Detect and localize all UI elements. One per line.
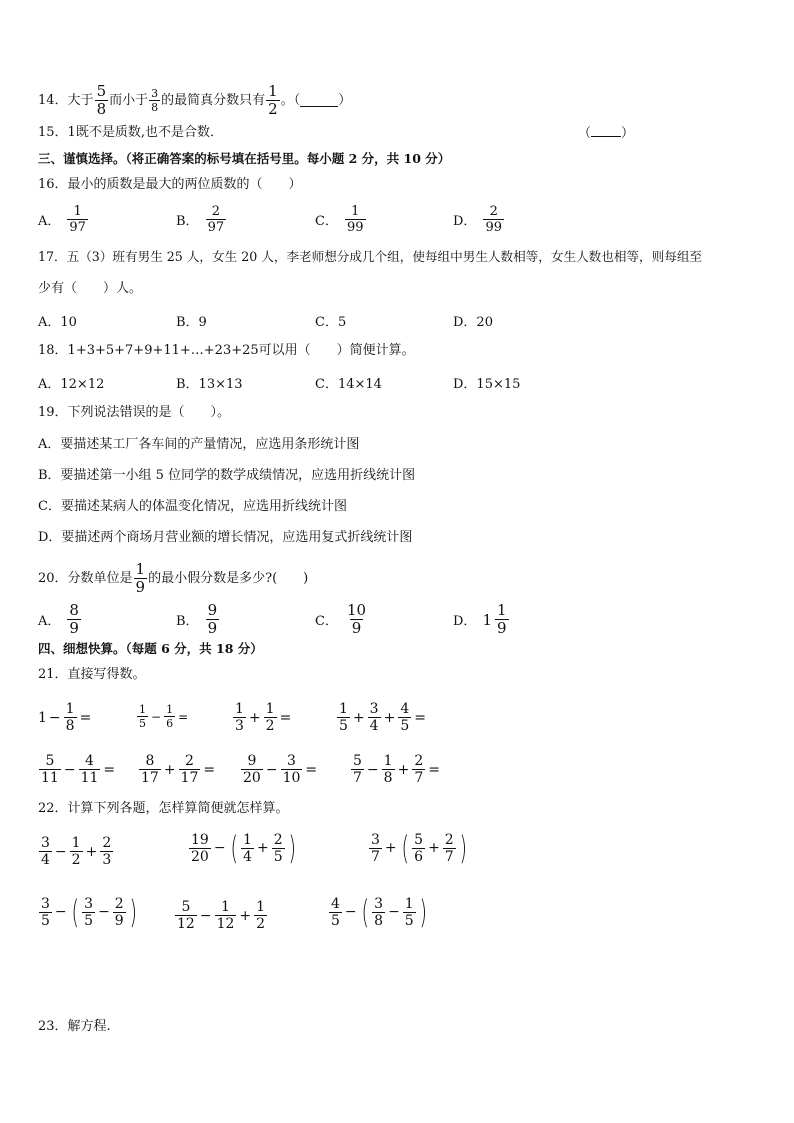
q19-option-b[interactable]: B．要描述第一小组 5 位同学的数学成绩情况，应选用折线统计图 bbox=[38, 468, 416, 483]
fraction: $\frac{3}{4}$ bbox=[41, 835, 50, 868]
q16-option-c[interactable] bbox=[315, 205, 367, 234]
right-paren: ) bbox=[419, 893, 427, 931]
q21-expr-5: $\frac{5}{11}$ − $\frac{4}{11}$ = bbox=[41, 753, 116, 786]
q15-text: 15．1既不是质数,也不是合数． bbox=[38, 125, 223, 140]
option-fraction: $\frac{1}{97}$ bbox=[69, 204, 86, 235]
q21-expr-3: $\frac{1}{3}$ + $\frac{1}{2}$ = bbox=[235, 701, 292, 734]
fraction: $\frac{3}{5}$ bbox=[84, 895, 94, 929]
question-19: 19．下列说法错误的是（ ）。 bbox=[38, 405, 231, 420]
fraction: $\frac{1}{5}$ bbox=[139, 703, 146, 730]
fraction: $\frac{3}{10}$ bbox=[282, 753, 301, 786]
q21-expr-8: $\frac{5}{7}$ − $\frac{1}{8}$ + $\frac{2}{7}$ = bbox=[353, 753, 440, 786]
fraction: $\frac{2}{7}$ bbox=[444, 831, 454, 865]
option-fraction: $\frac{2}{99}$ bbox=[485, 204, 502, 235]
question-14 bbox=[38, 84, 351, 117]
question-16: 16．最小的质数是最大的两位质数的（ ） bbox=[38, 177, 302, 192]
q22-expr-2: $\frac{19}{20}$ − ( $\frac{1}{4}$ + $\frac{2}{5}$ ) bbox=[191, 829, 296, 867]
option-label: A． bbox=[38, 614, 61, 629]
option-fraction: $\frac{2}{97}$ bbox=[207, 204, 225, 235]
answer-blank-15[interactable] bbox=[591, 124, 621, 137]
question-22: 22．计算下列各题，怎样算简便就怎样算。 bbox=[38, 801, 289, 816]
q14-text-3: 的最简真分数只有 bbox=[161, 92, 266, 108]
right-paren: ) bbox=[129, 893, 137, 931]
fraction: $\frac{1}{5}$ bbox=[339, 701, 348, 734]
fraction: $\frac{1}{2}$ bbox=[265, 701, 275, 734]
fraction: $\frac{4}{5}$ bbox=[331, 895, 340, 929]
q22-expr-5: $\frac{5}{12}$ − $\frac{1}{12}$ + $\frac{1}{2}$ bbox=[177, 899, 266, 932]
question-17-line-1: 17．五（3）班有男生 25 人，女生 20 人，李老师想分成几个组，使每组中男生人数相等，女生人数也相等，则每组至 bbox=[38, 249, 703, 264]
question-23: 23．解方程. bbox=[38, 1019, 111, 1034]
q17-option-c[interactable]: C．5 bbox=[315, 315, 347, 330]
fraction-1-9: $\frac{1}{9}$ bbox=[135, 560, 146, 596]
q22-expr-4: $\frac{3}{5}$ − ( $\frac{3}{5}$ − $\frac{2}{9}$ ) bbox=[41, 893, 137, 931]
fraction: $\frac{1}{5}$ bbox=[404, 895, 414, 929]
option-whole-number: 1 bbox=[482, 610, 492, 629]
option-fraction: $\frac{10}{9}$ bbox=[346, 601, 367, 637]
fraction: $\frac{9}{20}$ bbox=[243, 753, 261, 786]
fraction: $\frac{2}{5}$ bbox=[273, 831, 283, 865]
option-fraction: $\frac{1}{9}$ bbox=[496, 601, 507, 637]
fraction: $\frac{5}{6}$ bbox=[414, 831, 424, 865]
q14-text-1: 大于 bbox=[67, 92, 94, 108]
q21-expr-7: $\frac{9}{20}$ − $\frac{3}{10}$ = bbox=[243, 753, 318, 786]
question-18: 18．1+3+5+7+9+11+…+23+25可以用（ ）简便计算。 bbox=[38, 343, 415, 358]
q19-option-c[interactable]: C．要描述某病人的体温变化情况，应选用折线统计图 bbox=[38, 499, 347, 514]
question-21: 21．直接写得数。 bbox=[38, 667, 146, 682]
section-3-heading: 三、谨慎选择。（将正确答案的标号填在括号里。每小题 2 分，共 10 分） bbox=[38, 151, 451, 166]
q17-option-a[interactable]: A．10 bbox=[38, 315, 77, 330]
fraction: $\frac{5}{11}$ bbox=[41, 753, 59, 786]
fraction: $\frac{5}{12}$ bbox=[177, 899, 195, 932]
left-paren: ( bbox=[361, 893, 369, 931]
fraction: $\frac{4}{5}$ bbox=[400, 701, 410, 734]
option-label: D． bbox=[453, 614, 477, 629]
fraction-3-8: $\frac{3}{8}$ bbox=[151, 87, 159, 114]
option-label: C． bbox=[315, 214, 338, 229]
q15-answer bbox=[578, 124, 634, 143]
q18-option-d[interactable]: D．15×15 bbox=[453, 377, 521, 392]
q18-option-c[interactable]: C．14×14 bbox=[315, 377, 382, 392]
question-15 bbox=[38, 124, 223, 142]
left-paren: ( bbox=[71, 893, 79, 931]
q18-option-b[interactable]: B．13×13 bbox=[176, 377, 243, 392]
q21-expr-1: 1 − $\frac{1}{8}$ = bbox=[38, 701, 92, 734]
q15-paren-open: （ bbox=[578, 126, 592, 141]
option-label: B． bbox=[176, 614, 199, 629]
option-label: D． bbox=[453, 214, 477, 229]
option-fraction: $\frac{9}{9}$ bbox=[207, 601, 218, 637]
q19-option-d[interactable]: D．要描述两个商场月营业额的增长情况，应选用复式折线统计图 bbox=[38, 530, 413, 545]
q17-option-d[interactable]: D．20 bbox=[453, 315, 493, 330]
q15-paren-close: ） bbox=[621, 126, 635, 141]
q20-text-2: 的最小假分数是多少?( ) bbox=[148, 570, 309, 586]
fraction: $\frac{3}{4}$ bbox=[369, 701, 379, 734]
fraction: $\frac{3}{5}$ bbox=[41, 895, 50, 929]
option-fraction: $\frac{8}{9}$ bbox=[69, 601, 79, 637]
option-label: C． bbox=[315, 614, 338, 629]
fraction-1-2: $\frac{1}{2}$ bbox=[268, 82, 278, 118]
q16-option-d[interactable] bbox=[453, 205, 505, 234]
fraction: $\frac{1}{4}$ bbox=[243, 831, 252, 865]
fraction-5-8: $\frac{5}{8}$ bbox=[96, 82, 107, 118]
fraction: $\frac{1}{8}$ bbox=[65, 701, 75, 734]
fraction: $\frac{1}{12}$ bbox=[216, 899, 235, 932]
answer-blank-14[interactable] bbox=[300, 94, 338, 107]
q20-option-a[interactable] bbox=[38, 603, 82, 636]
fraction: $\frac{2}{7}$ bbox=[414, 753, 424, 786]
fraction: $\frac{2}{17}$ bbox=[180, 753, 199, 786]
fraction: $\frac{2}{9}$ bbox=[114, 895, 124, 929]
q20-option-c[interactable] bbox=[315, 603, 369, 636]
q16-option-a[interactable] bbox=[38, 205, 89, 234]
fraction: $\frac{4}{11}$ bbox=[80, 753, 99, 786]
q20-option-d[interactable] bbox=[453, 603, 510, 636]
fraction: $\frac{2}{3}$ bbox=[102, 835, 112, 868]
q14-text-5: ） bbox=[338, 92, 352, 108]
q14-text-2: 而小于 bbox=[109, 92, 149, 108]
fraction: $\frac{3}{8}$ bbox=[374, 895, 384, 929]
q14-number: 14． bbox=[38, 92, 68, 108]
fraction: $\frac{1}{2}$ bbox=[256, 899, 266, 932]
q21-expr-4: $\frac{1}{5}$ + $\frac{3}{4}$ + $\frac{4}{5}$ = bbox=[339, 701, 426, 734]
option-label: A． bbox=[38, 214, 61, 229]
q20-text-1: 20．分数单位是 bbox=[38, 570, 133, 586]
fraction: $\frac{1}{8}$ bbox=[383, 753, 393, 786]
option-label: B． bbox=[176, 214, 199, 229]
q20-option-b[interactable] bbox=[176, 603, 220, 636]
question-17-line-2: 少有（ ）人。 bbox=[38, 281, 143, 296]
fraction: $\frac{1}{3}$ bbox=[235, 701, 244, 734]
q14-text-4: 。（ bbox=[280, 92, 301, 108]
q22-expr-6: $\frac{4}{5}$ − ( $\frac{3}{8}$ − $\frac{1}{5}$ ) bbox=[331, 893, 427, 931]
section-4-heading: 四、细想快算。（每题 6 分，共 18 分） bbox=[38, 641, 263, 656]
q17-option-b[interactable]: B．9 bbox=[176, 315, 207, 330]
right-paren: ) bbox=[288, 829, 296, 867]
fraction: $\frac{3}{7}$ bbox=[371, 831, 380, 865]
option-fraction: $\frac{1}{99}$ bbox=[346, 204, 364, 235]
q16-option-b[interactable] bbox=[176, 205, 227, 234]
q21-expr-2: $\frac{1}{5}$ − $\frac{1}{6}$ = bbox=[139, 703, 189, 730]
left-paren: ( bbox=[230, 829, 238, 867]
q18-option-a[interactable]: A．12×12 bbox=[38, 377, 105, 392]
fraction: $\frac{8}{17}$ bbox=[141, 753, 159, 786]
fraction: $\frac{19}{20}$ bbox=[191, 831, 209, 865]
q22-expr-3: $\frac{3}{7}$ + ( $\frac{5}{6}$ + $\frac{2}{7}$ ) bbox=[371, 829, 467, 867]
fraction: $\frac{5}{7}$ bbox=[353, 753, 362, 786]
q21-expr-6: $\frac{8}{17}$ + $\frac{2}{17}$ = bbox=[141, 753, 216, 786]
question-20 bbox=[38, 562, 308, 595]
q19-option-a[interactable]: A．要描述某工厂各车间的产量情况，应选用条形统计图 bbox=[38, 437, 360, 452]
right-paren: ) bbox=[459, 829, 467, 867]
q22-expr-1: $\frac{3}{4}$ − $\frac{1}{2}$ + $\frac{2}{3}$ bbox=[41, 835, 112, 868]
left-paren: ( bbox=[401, 829, 409, 867]
fraction: $\frac{1}{6}$ bbox=[166, 703, 174, 730]
fraction: $\frac{1}{2}$ bbox=[71, 835, 81, 868]
